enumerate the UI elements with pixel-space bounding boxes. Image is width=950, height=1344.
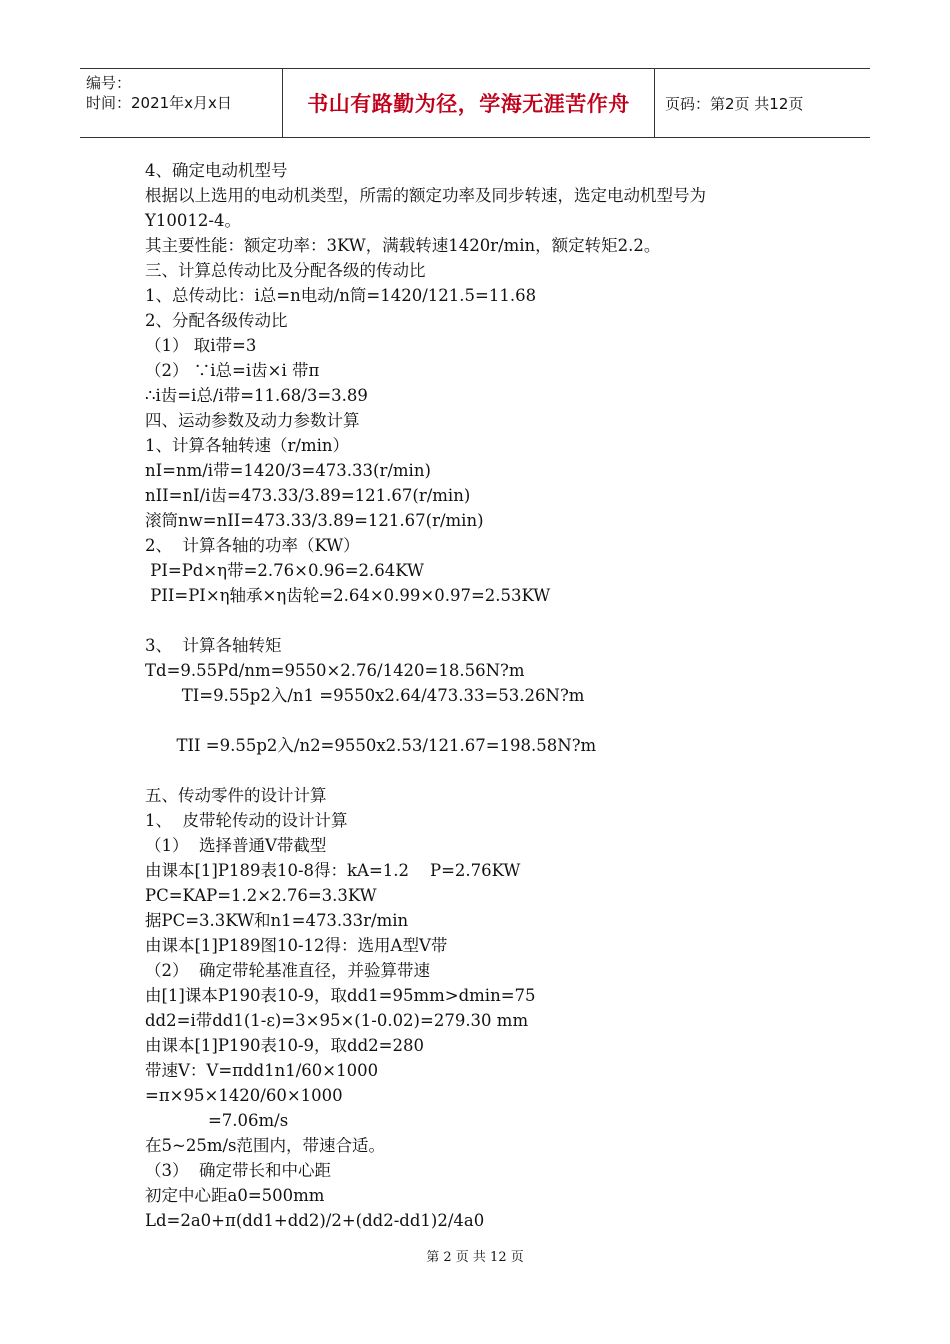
text-line: 初定中心距a0=500mm — [145, 1186, 325, 1205]
text-line — [145, 608, 845, 633]
text-line: 在5~25m/s范围内，带速合适。 — [145, 1136, 385, 1155]
text-line: =7.06m/s — [145, 1111, 289, 1130]
text-line: 其主要性能：额定功率：3KW，满载转速1420r/min，额定转矩2.2。 — [145, 236, 661, 255]
text-line: 3、 计算各轴转矩 — [145, 636, 282, 655]
text-line: ∴i齿=i总/i带=11.68/3=3.89 — [145, 386, 368, 405]
text-line: 四、运动参数及动力参数计算 — [145, 411, 360, 430]
header-left-cell — [80, 69, 283, 137]
text-line: PI=Pd×η带=2.76×0.96=2.64KW — [145, 561, 424, 580]
text-line: 根据以上选用的电动机类型，所需的额定功率及同步转速，选定电动机型号为 — [145, 186, 706, 205]
text-line: 带速V：V=πdd1n1/60×1000 — [145, 1061, 379, 1080]
text-line — [145, 708, 845, 733]
page-header — [80, 68, 870, 138]
text-line: 1、 皮带轮传动的设计计算 — [145, 811, 348, 830]
text-line: 2、分配各级传动比 — [145, 311, 288, 330]
text-line: 五、传动零件的设计计算 — [145, 786, 327, 805]
text-line: 三、计算总传动比及分配各级的传动比 — [145, 261, 426, 280]
text-line: nI=nm/i带=1420/3=473.33(r/min) — [145, 461, 431, 480]
text-line: 由课本[1]P190表10-9，取dd2=280 — [145, 1036, 424, 1055]
text-line: （2） ∵i总=i齿×i 带π — [145, 361, 320, 380]
text-line: 据PC=3.3KW和n1=473.33r/min — [145, 911, 409, 930]
text-line: 由课本[1]P189图10-12得：选用A型V带 — [145, 936, 448, 955]
text-line: （1） 取i带=3 — [145, 336, 257, 355]
text-line: 由[1]课本P190表10-9，取dd1=95mm>dmin=75 — [145, 986, 536, 1005]
text-line: Td=9.55Pd/nm=9550×2.76/1420=18.56N?m — [145, 661, 525, 680]
text-line: （3） 确定带长和中心距 — [145, 1161, 331, 1180]
text-line: nII=nI/i齿=473.33/3.89=121.67(r/min) — [145, 486, 471, 505]
text-line: 1、计算各轴转速（r/min） — [145, 436, 349, 455]
text-line: 4、确定电动机型号 — [145, 161, 288, 180]
text-line: 2、 计算各轴的功率（KW） — [145, 536, 360, 555]
text-line: Y10012-4。 — [145, 211, 241, 230]
number-label: 编号： — [86, 74, 132, 92]
text-line: dd2=i带dd1(1-ε)=3×95×(1-0.02)=279.30 mm — [145, 1011, 529, 1030]
text-line: TII =9.55p2入/n2=9550x2.53/121.67=198.58N?m — [145, 736, 597, 755]
text-line: Ld=2a0+π(dd1+dd2)/2+(dd2-dd1)2/4a0 — [145, 1211, 485, 1230]
time-label: 时间：2021年x月x日 — [86, 94, 232, 112]
text-line: =π×95×1420/60×1000 — [145, 1086, 343, 1105]
page-footer: 第 2 页 共 12 页 — [426, 1250, 524, 1265]
page-info: 页码：第2页 共12页 — [665, 94, 804, 113]
text-line: 滚筒nw=nII=473.33/3.89=121.67(r/min) — [145, 511, 484, 530]
document-body — [145, 158, 845, 1233]
text-line: （2） 确定带轮基准直径，并验算带速 — [145, 961, 430, 980]
text-line: PC=KAP=1.2×2.76=3.3KW — [145, 886, 377, 905]
text-line: TI=9.55p2入/n1 =9550x2.64/473.33=53.26N?m — [145, 686, 585, 705]
text-line: （1） 选择普通V带截型 — [145, 836, 327, 855]
text-line — [145, 758, 845, 783]
text-line: 由课本[1]P189表10-8得：kA=1.2 P=2.76KW — [145, 861, 521, 880]
text-line: 1、总传动比：i总=n电动/n筒=1420/121.5=11.68 — [145, 286, 537, 305]
text-line: PII=PI×η轴承×η齿轮=2.64×0.99×0.97=2.53KW — [145, 586, 551, 605]
motto: 书山有路勤为径，学海无涯苦作舟 — [283, 69, 655, 137]
